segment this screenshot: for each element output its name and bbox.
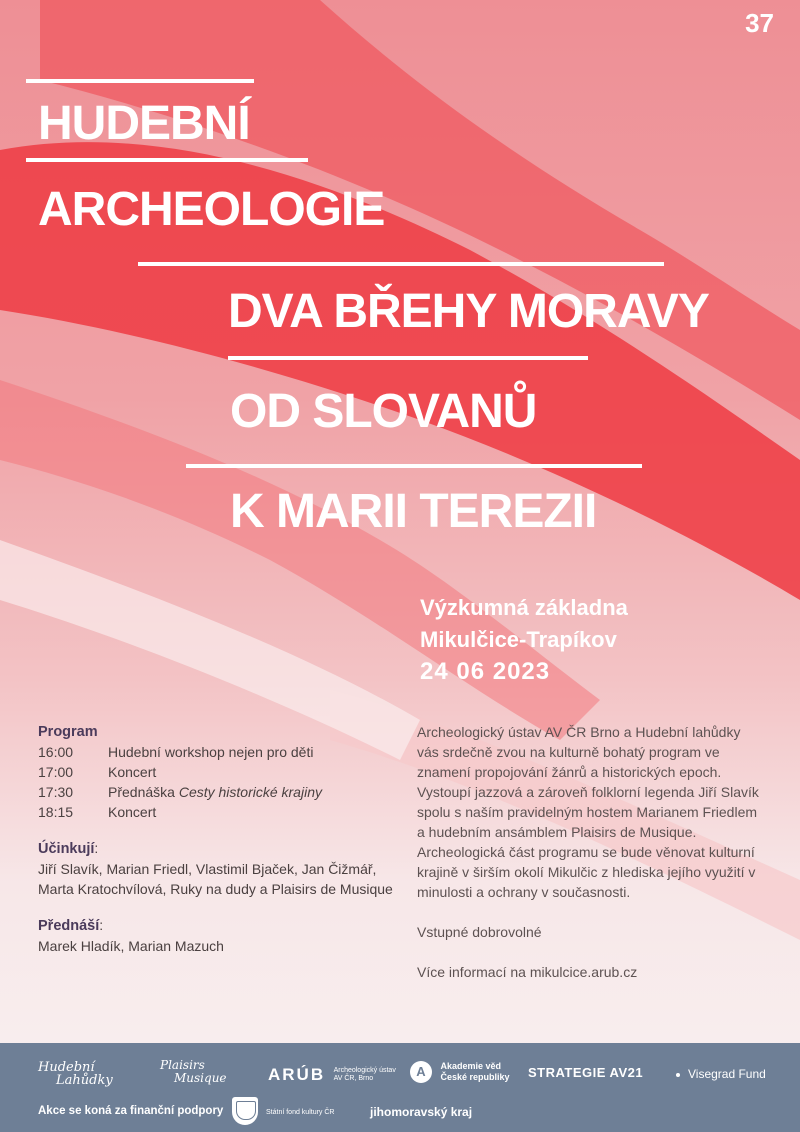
program-text-italic: Cesty historické krajiny (178, 784, 322, 800)
jihomoravsky-kraj-logo: jihomoravský kraj (370, 1105, 473, 1119)
sfk-logo-text: Státní fond kultury ČR (266, 1109, 335, 1116)
program-time: 17:00 (38, 764, 74, 780)
description-text: Archeologický ústav AV ČR Brno a Hudební lahůdky vás srdečně zvou na kulturně bohatý program ve znamení propojování žánrů a historických epoch. Vystoupí jazzová a zároveň folklorní legenda Jiří Slavík spolu s naším pravidelným hostem Marianem Friedlem a hudebním ansámblem Plaisirs de Musique. Archeologická část programu se bude věnovat kulturní krajině v širším okolí Mikulčic z hlediska jejího využití v minulosti a ochrany v současnosti. (417, 724, 759, 900)
lecturers-heading-wrap: Přednáší: (38, 917, 104, 934)
strategie-av21-logo: STRATEGIE AV21 (528, 1065, 644, 1080)
program-time: 18:15 (38, 804, 74, 820)
program-text: Koncert (108, 764, 157, 780)
program-text: Hudební workshop nejen pro děti (108, 744, 314, 760)
venue-name: Výzkumná základna (420, 595, 628, 620)
akademie-icon: A (410, 1061, 432, 1083)
performers-text: Jiří Slavík, Marian Friedl, Vlastimil Bjaček, Jan Čižmář, Marta Kratochvílová, Ruky na dudy a Plaisirs de Musique (38, 861, 393, 897)
program-time: 16:00 (38, 744, 74, 760)
title-rule (26, 79, 254, 83)
sponsor-footer (0, 1043, 800, 1132)
title-line-5: K MARII TEREZII (230, 485, 597, 538)
description-column (417, 722, 762, 982)
program-row (38, 762, 398, 782)
title-rule (26, 158, 308, 162)
title-rule (138, 262, 664, 266)
program-row (38, 742, 398, 762)
performers-heading: Účinkují (38, 841, 95, 857)
title-rule (186, 464, 642, 468)
program-time: 17:30 (38, 784, 74, 800)
title-line-4: OD SLOVANŮ (230, 385, 537, 438)
venue-location: Mikulčice-Trapíkov (420, 627, 617, 652)
page-number: 37 (745, 8, 774, 38)
title-line-1: HUDEBNÍ (38, 97, 250, 150)
program-text: Koncert (108, 804, 157, 820)
venue-block (420, 592, 628, 688)
event-date: 24 06 2023 (420, 658, 551, 685)
program-row (38, 782, 398, 802)
hudebni-lahudky-logo: Hudební Lahůdky (38, 1060, 113, 1088)
program-column (38, 722, 398, 956)
akademie-ved-logo: A Akademie věd České republiky (410, 1061, 510, 1083)
sfk-shield-icon (232, 1097, 258, 1125)
performers-section (38, 838, 398, 899)
lecturers-section (38, 915, 398, 956)
plaisirs-de-musique-logo: Plaisirs Musique (160, 1058, 227, 1085)
program-text: Přednáška (108, 784, 179, 800)
arub-logo: ARÚB Archeologický ústav AV ČR, Brno (268, 1065, 396, 1084)
title-line-2: ARCHEOLOGIE (38, 183, 385, 236)
entry-fee: Vstupné dobrovolné (417, 924, 542, 940)
more-info-link[interactable]: Více informací na mikulcice.arub.cz (417, 964, 638, 980)
lecturers-text: Marek Hladík, Marian Mazuch (38, 938, 224, 954)
program-text-wrap (108, 782, 322, 802)
program-heading: Program (38, 724, 98, 740)
program-row (38, 802, 398, 822)
title-line-3: DVA BŘEHY MORAVY (228, 285, 709, 338)
title-rule (228, 356, 588, 360)
performers-heading-wrap: Účinkují: (38, 840, 99, 857)
support-text: Akce se koná za finanční podpory (38, 1105, 224, 1117)
visegrad-fund-logo: Visegrad Fund (676, 1067, 766, 1081)
lecturers-heading: Přednáší (38, 918, 100, 934)
